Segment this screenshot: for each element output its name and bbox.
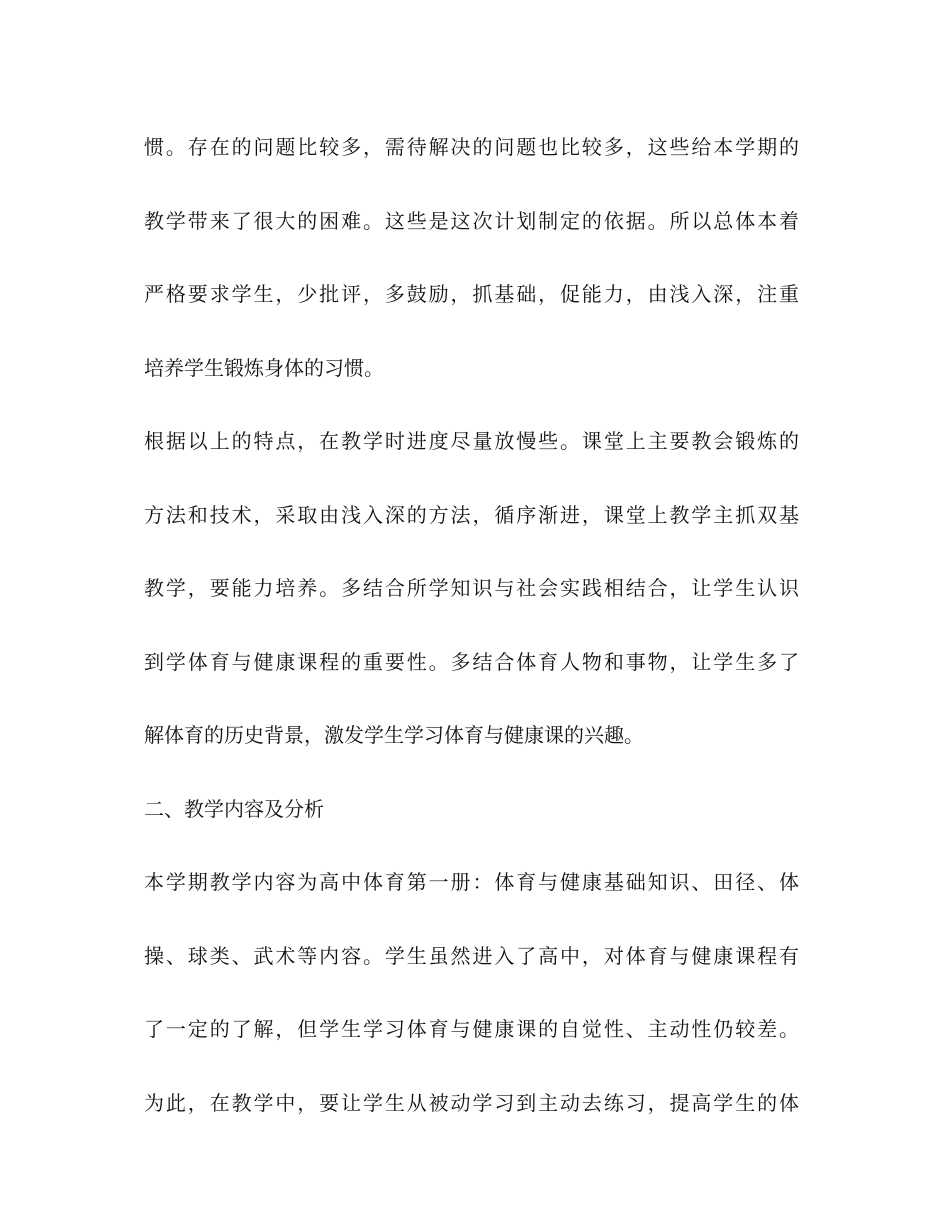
text-line: 为此，在教学中，要让学生从被动学习到主动去练习，提高学生的体 [144, 1090, 799, 1115]
text-line: 了一定的了解，但学生学习体育与健康课的自觉性、主动性仍较差。 [144, 1017, 799, 1041]
document-body [144, 123, 799, 1152]
text-line: 根据以上的特点，在教学时进度尽量放慢些。课堂上主要教会锻炼的 [144, 429, 799, 453]
text-line: 本学期教学内容为高中体育第一册：体育与健康基础知识、田径、体 [144, 870, 799, 894]
paragraph-end-line: 解体育的历史背景，激发学生学习体育与健康课的兴趣。 [144, 723, 644, 747]
text-line: 严格要求学生，少批评，多鼓励，抓基础，促能力，由浅入深，注重 [144, 282, 799, 306]
text-line: 方法和技术，采取由浅入深的方法，循序渐进，课堂上教学主抓双基 [144, 502, 799, 527]
section-heading: 二、教学内容及分析 [144, 796, 324, 821]
text-line: 操、球类、武术等内容。学生虽然进入了高中，对体育与健康课程有 [144, 943, 799, 968]
text-line: 到学体育与健康课程的重要性。多结合体育人物和事物，让学生多了 [144, 649, 799, 674]
paragraph-end-line: 培养学生锻炼身体的习惯。 [144, 355, 384, 380]
text-line: 教学，要能力培养。多结合所学知识与社会实践相结合，让学生认识 [144, 576, 799, 600]
text-line: 惯。存在的问题比较多，需待解决的问题也比较多，这些给本学期的 [144, 135, 799, 159]
text-line: 教学带来了很大的困难。这些是这次计划制定的依据。所以总体本着 [144, 208, 799, 233]
